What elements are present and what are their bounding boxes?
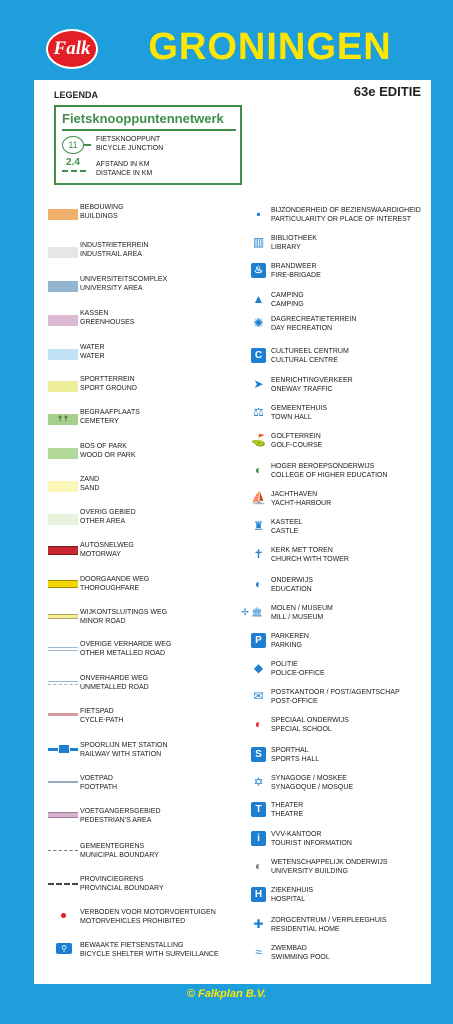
label-english: PARTICULARITY OR PLACE OF INTEREST xyxy=(271,216,412,223)
swatch-symbol xyxy=(40,309,72,331)
swatch-symbol xyxy=(40,442,72,464)
parking-icon: P xyxy=(251,633,266,648)
label-english: SPECIAL SCHOOL xyxy=(271,726,332,733)
label-dutch: MOLEN / MUSEUM xyxy=(271,605,333,612)
education-icon: ◐ xyxy=(254,577,263,591)
label-dutch: UNIVERSITEITSCOMPLEX xyxy=(80,276,168,283)
legend-item-library xyxy=(251,234,429,256)
legend-item-label xyxy=(80,941,219,959)
library-icon: ▥ xyxy=(252,235,265,249)
legend-item-wood-or-park xyxy=(40,442,245,464)
falk-logo: Falk xyxy=(46,29,98,69)
label-dutch: CAMPING xyxy=(271,292,304,299)
day-recreation-icon: ✺ xyxy=(253,316,264,330)
label-dutch: VOETGANGERSGEBIED xyxy=(80,808,161,815)
cemetery-swatch: † † xyxy=(48,414,78,425)
legend-item-label xyxy=(80,343,105,361)
post-office-icon: ✉ xyxy=(253,689,264,703)
junction-label-en: BICYCLE JUNCTION xyxy=(96,145,164,152)
legend-item-tourist-information xyxy=(251,830,429,852)
legend-item-municipal-boundary xyxy=(40,842,245,864)
legend-item-label xyxy=(271,291,304,309)
label-dutch: FIETSPAD xyxy=(80,708,114,715)
legend-item-residential-home xyxy=(251,916,429,938)
legend-item-label xyxy=(271,688,400,706)
motorway-symbol xyxy=(40,541,72,563)
legend-item-label xyxy=(271,858,388,876)
legend-item-label xyxy=(271,347,349,365)
divider xyxy=(62,129,236,131)
legend-item-label xyxy=(80,842,159,860)
legend-item-label xyxy=(271,716,349,734)
label-english: MILL / MUSEUM xyxy=(271,614,324,621)
legend-item-day-recreation xyxy=(251,315,429,337)
motorway-line xyxy=(48,546,78,555)
label-dutch: ZIEKENHUIS xyxy=(271,887,314,894)
label-english: RESIDENTIAL HOME xyxy=(271,926,340,933)
label-english: CAMPING xyxy=(271,301,304,308)
oneway-arrow-icon: ➤ xyxy=(253,377,264,391)
bikeshelter-symbol xyxy=(40,941,72,963)
legend-item-label xyxy=(271,886,313,904)
prohibited-dot-icon xyxy=(61,913,66,918)
legend-item-label xyxy=(271,604,333,622)
pedestrian-line xyxy=(48,812,78,818)
legend-item-university-building xyxy=(251,858,429,880)
legend-item-label xyxy=(271,376,353,394)
legend-item-motorvehicles-prohibited xyxy=(40,908,245,930)
area-swatch xyxy=(48,349,78,360)
church-icon: ✝ xyxy=(253,547,264,561)
label-dutch: BEGRAAFPLAATS xyxy=(80,409,140,416)
legend-item-label xyxy=(80,875,164,893)
synagogue-mosque-icon: ✡ xyxy=(253,775,264,789)
junction-node-icon: 11 xyxy=(62,136,84,154)
area-swatch xyxy=(48,481,78,492)
legend-heading: LEGENDA xyxy=(54,90,99,100)
label-english: THOROUGHFARE xyxy=(80,585,140,592)
castle-icon: ♜ xyxy=(253,519,264,533)
legend-item-industrail-area xyxy=(40,241,245,263)
hospital-icon: H xyxy=(251,887,266,902)
label-english: TOWN HALL xyxy=(271,414,312,421)
legend-item-bicycle-shelter-with-surveillance xyxy=(40,941,245,963)
label-english: LIBRARY xyxy=(271,244,301,251)
legend-item-label xyxy=(80,541,134,559)
legend-item-label xyxy=(80,774,117,792)
label-english: INDUSTRAIL AREA xyxy=(80,251,142,258)
label-dutch: PARKEREN xyxy=(271,633,309,640)
legend-item-unmetalled-road xyxy=(40,674,245,696)
legend-item-golf-course xyxy=(251,432,429,454)
area-swatch xyxy=(48,448,78,459)
legend-item-other-metalled-road xyxy=(40,640,245,662)
legend-item-label xyxy=(271,432,322,450)
label-english: SPORT GROUND xyxy=(80,385,137,392)
legend-item-particularity-or-place-of-interest xyxy=(251,206,429,228)
area-swatch xyxy=(48,247,78,258)
label-english: EDUCATION xyxy=(271,586,312,593)
label-dutch: VOETPAD xyxy=(80,775,113,782)
label-dutch: GEMEENTEHUIS xyxy=(271,405,328,412)
college-icon: ◐ xyxy=(254,463,263,477)
legend-item-cultural-centre xyxy=(251,347,429,369)
label-english: CULTURAL CENTRE xyxy=(271,357,338,364)
station-icon xyxy=(58,744,70,754)
label-dutch: ZORGCENTRUM / VERPLEEGHUIS xyxy=(271,917,387,924)
legend-item-label xyxy=(80,203,124,221)
label-dutch: BEWAAKTE FIETSENSTALLING xyxy=(80,942,184,949)
label-dutch: BRANDWEER xyxy=(271,263,317,270)
legend-item-label xyxy=(271,660,325,678)
swatch-symbol xyxy=(40,203,72,225)
label-dutch: BIBLIOTHEEK xyxy=(271,235,317,242)
label-dutch: EENRICHTINGVERKEER xyxy=(271,377,353,384)
label-english: RAILWAY WITH STATION xyxy=(80,751,162,758)
label-dutch: JACHTHAVEN xyxy=(271,491,318,498)
legend-item-special-school xyxy=(251,716,429,738)
legend-item-hospital xyxy=(251,886,429,908)
prohibited-symbol xyxy=(40,908,72,930)
pedestrian-symbol xyxy=(40,807,72,829)
legend-item-cycle-path xyxy=(40,707,245,729)
label-dutch: ONVERHARDE WEG xyxy=(80,675,149,682)
label-dutch: CULTUREEL CENTRUM xyxy=(271,348,349,355)
legend-item-label xyxy=(271,801,303,819)
legend-item-university-area xyxy=(40,275,245,297)
cemetery-symbol xyxy=(40,408,72,430)
town-hall-icon: ⚖ xyxy=(253,405,264,419)
interest-icon: ▪ xyxy=(256,207,261,221)
metalled-symbol xyxy=(40,640,72,662)
legend-item-label xyxy=(80,908,216,926)
swatch-symbol xyxy=(40,275,72,297)
label-dutch: BOS OF PARK xyxy=(80,443,127,450)
label-dutch: DOORGAANDE WEG xyxy=(80,576,150,583)
legend-item-label xyxy=(271,830,352,848)
distance-label xyxy=(96,160,152,178)
edition-label: 63e EDITIE xyxy=(353,84,421,99)
minor-line xyxy=(48,614,78,619)
legend-item-mill-museum xyxy=(241,604,429,626)
label-english: MOTORWAY xyxy=(80,551,121,558)
legend-item-label xyxy=(80,408,140,426)
legend-item-pedestrian-s-area xyxy=(40,807,245,829)
label-english: CEMETERY xyxy=(80,418,119,425)
label-english: DAY RECREATION xyxy=(271,325,333,332)
area-swatch xyxy=(48,281,78,292)
label-dutch: WATER xyxy=(80,344,105,351)
legend-item-sand xyxy=(40,475,245,497)
thoroughfare-line xyxy=(48,580,78,588)
label-dutch: OVERIGE VERHARDE WEG xyxy=(80,641,172,648)
swatch-symbol xyxy=(40,508,72,530)
legend-item-label xyxy=(271,315,356,333)
bicycle-junction-title: Fietsknooppuntennetwerk xyxy=(62,111,224,126)
area-swatch xyxy=(48,315,78,326)
bicycle-junction-box xyxy=(54,105,242,185)
minor-symbol xyxy=(40,608,72,630)
legend-item-college-of-higher-education xyxy=(251,462,429,484)
label-english: POST-OFFICE xyxy=(271,698,318,705)
label-dutch: WIJKONTSLUITINGS WEG xyxy=(80,609,168,616)
label-english: CASTLE xyxy=(271,528,299,535)
legend-item-label xyxy=(80,575,149,593)
label-english: BUILDINGS xyxy=(80,213,118,220)
label-english: TOURIST INFORMATION xyxy=(271,840,352,847)
foot-line xyxy=(48,781,78,783)
label-english: GOLF-COURSE xyxy=(271,442,323,449)
golf-icon: ⛳ xyxy=(251,433,266,447)
cycle-line xyxy=(48,713,78,716)
legend-item-label xyxy=(80,309,134,327)
label-dutch: ZWEMBAD xyxy=(271,945,307,952)
legend-item-sport-ground xyxy=(40,375,245,397)
swimming-icon: ≈ xyxy=(255,945,262,959)
provincial-symbol xyxy=(40,875,72,897)
label-english: UNIVERSITY BUILDING xyxy=(271,868,348,875)
theatre-icon: T xyxy=(251,802,266,817)
legend-item-footpath xyxy=(40,774,245,796)
label-english: UNMETALLED ROAD xyxy=(80,684,149,691)
label-dutch: KERK MET TOREN xyxy=(271,547,333,554)
label-english: BICYCLE SHELTER WITH SURVEILLANCE xyxy=(80,951,219,958)
label-english: SPORTS HALL xyxy=(271,756,320,763)
thoroughfare-symbol xyxy=(40,575,72,597)
legend-item-label xyxy=(271,462,388,480)
legend-item-cemetery xyxy=(40,408,245,430)
label-english: PARKING xyxy=(271,642,302,649)
foot-symbol xyxy=(40,774,72,796)
yacht-icon: ⛵ xyxy=(251,491,266,505)
legend-item-yacht-harbour xyxy=(251,490,429,512)
police-icon: ◆ xyxy=(253,661,264,675)
swatch-symbol xyxy=(40,475,72,497)
label-english: WOOD OR PARK xyxy=(80,452,136,459)
label-dutch: BIJZONDERHEID OF BEZIENSWAARDIGHEID xyxy=(271,207,421,214)
legend-item-label xyxy=(271,546,349,564)
legend-item-railway-with-station xyxy=(40,741,245,763)
legend-item-label xyxy=(271,518,303,536)
label-dutch: HOGER BEROEPSONDERWIJS xyxy=(271,463,375,470)
legend-item-education xyxy=(251,576,429,598)
junction-node-tail xyxy=(83,144,91,146)
legend-item-greenhouses xyxy=(40,309,245,331)
distance-line-icon xyxy=(62,170,86,172)
label-english: THEATRE xyxy=(271,811,304,818)
legend-item-swimming-pool xyxy=(251,944,429,966)
legend-item-label xyxy=(80,375,137,393)
info-icon: i xyxy=(251,831,266,846)
label-dutch: SPORTHAL xyxy=(271,747,309,754)
label-english: FOOTPATH xyxy=(80,784,118,791)
label-dutch: PROVINCIEGRENS xyxy=(80,876,144,883)
legend-item-label xyxy=(80,275,167,293)
legend-item-oneway-traffic xyxy=(251,376,429,398)
legend-item-synagoque-mosque xyxy=(251,774,429,796)
legend-item-provincial-boundary xyxy=(40,875,245,897)
legend-item-label xyxy=(271,262,321,280)
label-dutch: SPOORLIJN MET STATION xyxy=(80,742,168,749)
legend-item-label xyxy=(80,807,161,825)
municipal-line xyxy=(48,850,78,851)
label-english: MUNICIPAL BOUNDARY xyxy=(80,852,159,859)
label-english: MOTORVEHICLES PROHIBITED xyxy=(80,918,186,925)
legend-item-castle xyxy=(251,518,429,540)
legend-item-label xyxy=(271,746,319,764)
label-dutch: THEATER xyxy=(271,802,304,809)
label-english: PROVINCIAL BOUNDARY xyxy=(80,885,164,892)
sports-hall-icon: S xyxy=(251,747,266,762)
special-school-icon: ◐ xyxy=(254,717,263,731)
cycle-symbol xyxy=(40,707,72,729)
label-english: WATER xyxy=(80,353,105,360)
unmetalled-line xyxy=(48,681,78,685)
label-english: FIRE-BRIGADE xyxy=(271,272,321,279)
swatch-symbol xyxy=(40,343,72,365)
label-dutch: POSTKANTOOR / POST/AGENTSCHAP xyxy=(271,689,400,696)
page-title: GRONINGEN xyxy=(148,26,392,68)
legend-item-sports-hall xyxy=(251,746,429,768)
legend-item-label xyxy=(271,944,330,962)
legend-item-thoroughfare xyxy=(40,575,245,597)
bicycle-shelter-icon: ⚲ xyxy=(56,943,72,954)
swatch-symbol xyxy=(40,241,72,263)
cultural-centre-icon: C xyxy=(251,348,266,363)
legend-item-label xyxy=(80,608,167,626)
legend-item-label xyxy=(271,490,331,508)
label-dutch: KASSEN xyxy=(80,310,109,317)
legend-item-label xyxy=(271,774,353,792)
legend-item-label xyxy=(271,576,313,594)
legend-item-church-with-tower xyxy=(251,546,429,568)
junction-label xyxy=(96,135,163,153)
label-dutch: ZAND xyxy=(80,476,100,483)
label-dutch: SPORTTERREIN xyxy=(80,376,135,383)
rail-symbol xyxy=(40,741,72,763)
label-english: OTHER METALLED ROAD xyxy=(80,650,166,657)
label-english: MINOR ROAD xyxy=(80,618,126,625)
area-swatch xyxy=(48,209,78,220)
legend-item-post-office xyxy=(251,688,429,710)
label-dutch: INDUSTRIETERREIN xyxy=(80,242,149,249)
label-english: SAND xyxy=(80,485,100,492)
legend-item-water xyxy=(40,343,245,365)
municipal-symbol xyxy=(40,842,72,864)
label-english: ONEWAY TRAFFIC xyxy=(271,386,333,393)
care-home-icon: ✚ xyxy=(253,917,264,931)
legend-item-other-area xyxy=(40,508,245,530)
university-icon: ◐ xyxy=(254,859,263,873)
label-english: YACHT-HARBOUR xyxy=(271,500,332,507)
distance-label-en: DISTANCE IN KM xyxy=(96,170,153,177)
legend-item-label xyxy=(271,632,309,650)
legend-item-camping xyxy=(251,291,429,313)
label-dutch: POLITIE xyxy=(271,661,298,668)
metalled-line xyxy=(48,647,78,651)
legend-item-minor-road xyxy=(40,608,245,630)
area-swatch xyxy=(48,514,78,525)
unmetalled-symbol xyxy=(40,674,72,696)
label-english: SWIMMING POOL xyxy=(271,954,330,961)
mill-museum-icon: ✢ 🏛 xyxy=(241,607,263,617)
label-dutch: AUTOSNELWEG xyxy=(80,542,134,549)
label-english: PEDESTRIAN'S AREA xyxy=(80,817,152,824)
label-english: CYCLE-PATH xyxy=(80,717,124,724)
label-dutch: DAGRECREATIETERREIN xyxy=(271,316,357,323)
label-english: CHURCH WITH TOWER xyxy=(271,556,349,563)
label-dutch: ONDERWIJS xyxy=(271,577,313,584)
label-dutch: KASTEEL xyxy=(271,519,303,526)
label-dutch: VVV-KANTOOR xyxy=(271,831,322,838)
legend-item-label xyxy=(271,206,421,224)
legend-item-label xyxy=(271,234,317,252)
copyright: © Falkplan B.V. xyxy=(186,988,267,1000)
label-dutch: SPECIAAL ONDERWIJS xyxy=(271,717,349,724)
label-dutch: SYNAGOGE / MOSKEE xyxy=(271,775,347,782)
label-english: SYNAGOQUE / MOSQUE xyxy=(271,784,354,791)
provincial-line xyxy=(48,883,78,885)
label-english: UNIVERSITY AREA xyxy=(80,285,143,292)
legend-item-label xyxy=(80,241,148,259)
label-dutch: WETENSCHAPPELIJK ONDERWIJS xyxy=(271,859,388,866)
legend-item-fire-brigade xyxy=(251,262,429,284)
legend-item-label xyxy=(80,741,168,759)
fire-brigade-icon: ♨ xyxy=(251,263,266,278)
legend-item-police-office xyxy=(251,660,429,682)
label-dutch: GEMEENTEGRENS xyxy=(80,843,145,850)
legend-item-label xyxy=(271,404,327,422)
distance-value: 2.4 xyxy=(66,157,80,168)
label-english: POLICE-OFFICE xyxy=(271,670,325,677)
label-dutch: BEBOUWING xyxy=(80,204,124,211)
legend-item-label xyxy=(80,475,99,493)
legend-item-label xyxy=(80,640,171,658)
label-dutch: VERBODEN VOOR MOTORVOERTUIGEN xyxy=(80,909,216,916)
label-dutch: GOLFTERREIN xyxy=(271,433,321,440)
legend-item-label xyxy=(80,707,123,725)
label-english: GREENHOUSES xyxy=(80,319,135,326)
label-english: OTHER AREA xyxy=(80,518,126,525)
legend-item-parking xyxy=(251,632,429,654)
legend-item-label xyxy=(80,508,136,526)
swatch-symbol xyxy=(40,375,72,397)
label-english: COLLEGE OF HIGHER EDUCATION xyxy=(271,472,388,479)
label-english: HOSPITAL xyxy=(271,896,306,903)
legend-item-label xyxy=(271,916,387,934)
legend-item-theatre xyxy=(251,801,429,823)
tent-icon: ▲ xyxy=(252,292,265,306)
distance-label-nl: AFSTAND IN KM xyxy=(96,161,150,168)
label-dutch: OVERIG GEBIED xyxy=(80,509,136,516)
junction-label-nl: FIETSKNOOPPUNT xyxy=(96,136,161,143)
legend-item-label xyxy=(80,674,149,692)
legend-item-town-hall xyxy=(251,404,429,426)
legend-item-buildings xyxy=(40,203,245,225)
legend-item-motorway xyxy=(40,541,245,563)
area-swatch xyxy=(48,381,78,392)
legend-item-label xyxy=(80,442,135,460)
